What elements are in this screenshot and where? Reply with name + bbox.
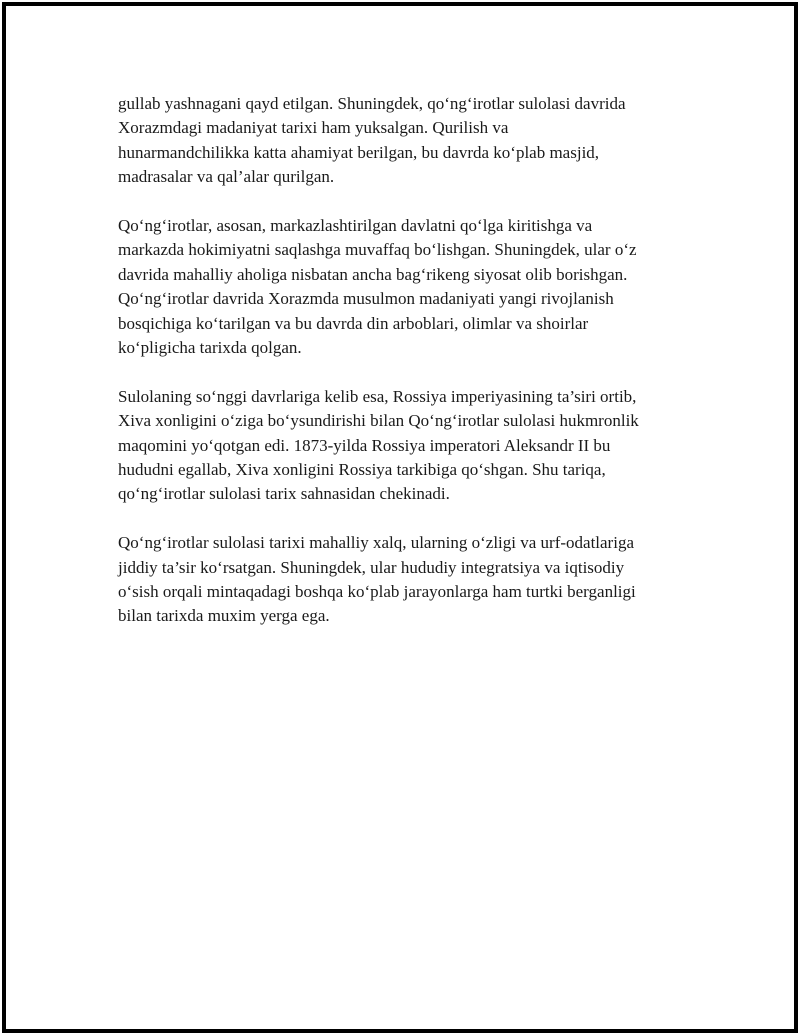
paragraph-3: Sulolaning so‘nggi davrlariga kelib esa, Rossiya imperiyasining ta’siri ortib, Xiva xonligini o‘ziga bo‘ysundirishi bilan Qo‘ng‘irotlar sulolasi hukmronlik maqomini yo‘qotgan edi. 1873-yilda Rossiya imperatori Aleksandr II bu hududni egallab, Xiva xonligini Rossiya tarkibiga qo‘shgan. Shu tariqa, qo‘ng‘irotlar sulolasi tarix sahnasidan chekinadi. bbox=[118, 386, 639, 504]
paragraph-1: gullab yashnagani qayd etilgan. Shuningdek, qo‘ng‘irotlar sulolasi davrida Xorazmdagi madaniyat tarixi ham yuksalgan. Qurilish va hunarmandchilikka katta ahamiyat berilgan, bu davrda ko‘plab masjid, madrasalar va qal’alar qurilgan. bbox=[118, 94, 626, 187]
document-body bbox=[118, 92, 684, 653]
paragraph-4: Qo‘ng‘irotlar sulolasi tarixi mahalliy xalq, ularning o‘zligi va urf-odatlariga jiddiy ta’sir ko‘rsatgan. Shuningdek, ular hududiy integratsiya va iqtisodiy o‘sish orqali mintaqadagi boshqa ko‘plab jarayonlarga ham turtki berganligi bilan tarixda muxim yerga ega. bbox=[118, 533, 636, 626]
paragraph-2: Qo‘ng‘irotlar, asosan, markazlashtirilgan davlatni qo‘lga kiritishga va markazda hokimiyatni saqlashga muvaffaq bo‘lishgan. Shuningdek, ular o‘z davrida mahalliy aholiga nisbatan ancha bag‘rikeng siyosat olib borishgan. Qo‘ng‘irotlar davrida Xorazmda musulmon madaniyati yangi rivojlanish bosqichiga ko‘tarilgan va bu davrda din arboblari, olimlar va shoirlar ko‘pligicha tarixda qolgan. bbox=[118, 216, 637, 358]
